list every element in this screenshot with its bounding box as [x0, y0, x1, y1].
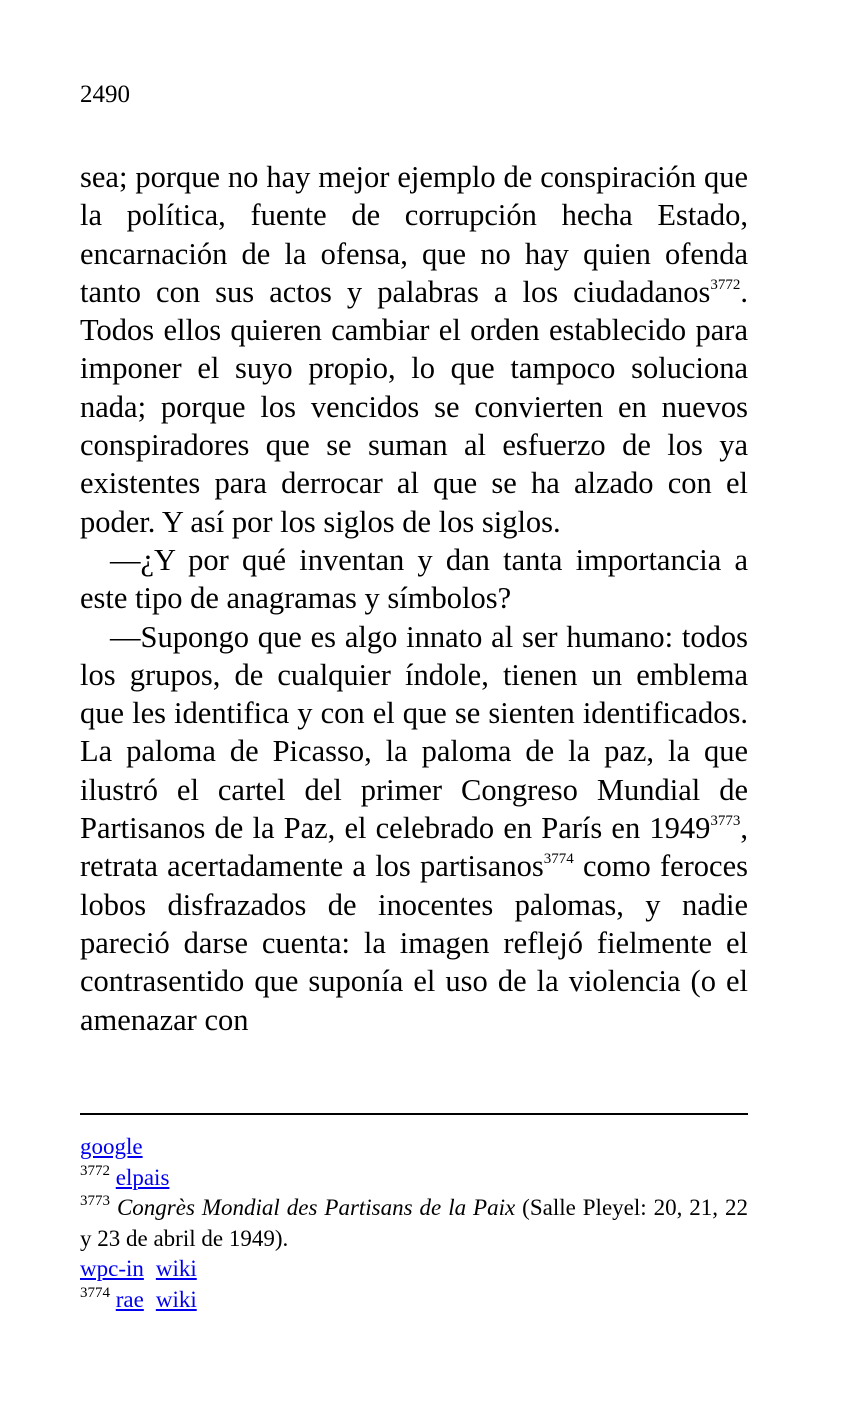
footnote-ref-3773[interactable]: 3773: [710, 813, 741, 830]
footnote-3773: [80, 1193, 748, 1254]
paragraph-text: , retrata acertadamente a los partisanos: [80, 811, 748, 884]
footnote-ref-3772[interactable]: 3772: [710, 276, 741, 293]
body-text: [80, 158, 748, 1039]
footnote-title: Congrès Mondial des Partisans de la Paix: [116, 1195, 516, 1220]
paragraph-text: . Todos ellos quieren cambiar el orden establecido para imponer el suyo propio, lo que tampoco soluciona nada; porque los vencidos se convierten en nuevos conspiradores que se suman al esfuerzo de los ya existentes para derrocar al que se ha alzado con el poder. Y así por los siglos de los siglos.: [80, 274, 748, 539]
footnote-number: 3772: [80, 1162, 110, 1179]
footnote-number: 3773: [80, 1193, 110, 1209]
wpc-in-link[interactable]: wpc-in: [80, 1256, 144, 1281]
dialogue-paragraph: —¿Y por qué inventan y dan tanta importancia a este tipo de anagramas y símbolos?: [80, 542, 748, 616]
rae-link[interactable]: rae: [115, 1286, 144, 1312]
footnote-link-line: [80, 1132, 748, 1163]
footnotes: [80, 1132, 748, 1315]
footnote-ref-3774[interactable]: 3774: [543, 851, 574, 868]
dialogue-paragraph: [80, 618, 748, 1039]
paragraph: [80, 158, 748, 541]
wiki-link[interactable]: wiki: [155, 1256, 197, 1281]
footnote-number: 3774: [80, 1284, 110, 1301]
google-link[interactable]: google: [80, 1134, 143, 1159]
paragraph-text: sea; porque no hay mejor ejemplo de conspiración que la política, fuente de corrupción hecha Estado, encarnación de la ofensa, que no hay quien ofenda tanto con sus actos y palabras a los ciudadanos: [80, 160, 748, 309]
paragraph-text: —Supongo que es algo innato al ser humano: todos los grupos, de cualquier índole, tienen un emblema que les identifica y con el que se sienten identificados. La paloma de Picasso, la paloma de la paz, la que ilustró el cartel del primer Congreso Mundial de Partisanos de la Paz, el celebrado en París en 1949: [80, 619, 748, 846]
footnote-text: (Salle Pleyel: 20, 21, 22 y 23 de abril de 1949).: [80, 1195, 749, 1251]
elpais-link[interactable]: elpais: [115, 1164, 170, 1190]
footnote-3772: [80, 1163, 748, 1194]
footnote-link-line: [80, 1254, 748, 1285]
footnote-3774: [80, 1285, 748, 1316]
paragraph-text: como feroces lobos disfrazados de inocentes palomas, y nadie pareció darse cuenta: la imagen reflejó fielmente el contrasentido que suponía el uso de la violencia (o el amenazar con: [80, 849, 748, 1037]
footnote-divider: [80, 1113, 748, 1115]
wiki-link[interactable]: wiki: [155, 1286, 197, 1312]
page-number: 2490: [80, 81, 130, 108]
